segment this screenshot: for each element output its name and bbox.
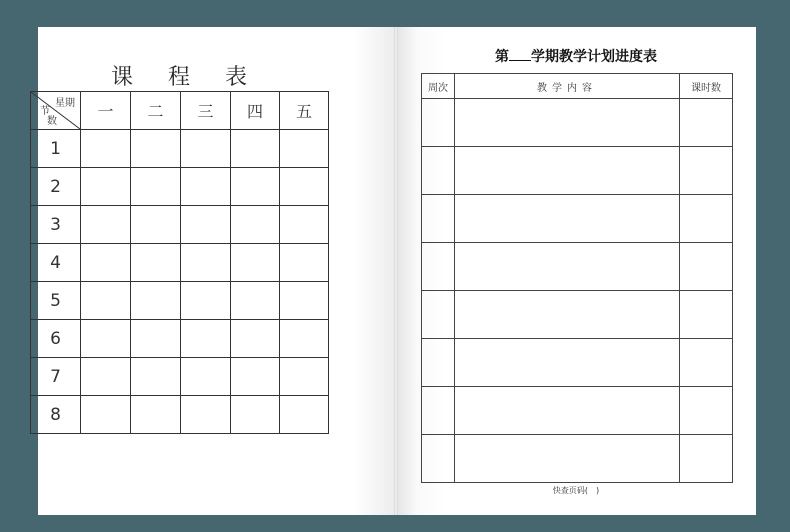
- plan-row: [422, 99, 733, 147]
- schedule-cell[interactable]: [231, 282, 280, 320]
- plan-row: [422, 147, 733, 195]
- schedule-row: [31, 396, 329, 434]
- corner-period-label: [33, 107, 57, 127]
- schedule-cell[interactable]: [181, 206, 231, 244]
- content-cell[interactable]: [455, 195, 680, 243]
- schedule-cell[interactable]: [231, 206, 280, 244]
- page-number-footer: 快查页码( ): [552, 486, 600, 495]
- schedule-cell[interactable]: [131, 396, 181, 434]
- week-cell[interactable]: [422, 195, 455, 243]
- schedule-cell[interactable]: [280, 206, 329, 244]
- hours-column-header: 课时数: [680, 74, 733, 99]
- plan-row: [422, 435, 733, 483]
- schedule-cell[interactable]: [280, 320, 329, 358]
- corner-period-label-2: 数: [47, 116, 57, 127]
- plan-title-suffix: 学期教学计划进度表: [531, 49, 657, 65]
- hours-cell[interactable]: [680, 195, 733, 243]
- schedule-header-row: [31, 92, 329, 130]
- schedule-row: [31, 206, 329, 244]
- schedule-cell[interactable]: [131, 282, 181, 320]
- schedule-row: [31, 358, 329, 396]
- week-cell[interactable]: [422, 147, 455, 195]
- period-number: 4: [31, 244, 81, 282]
- period-number: 8: [31, 396, 81, 434]
- schedule-row: [31, 244, 329, 282]
- book-spine: [394, 27, 398, 515]
- schedule-cell[interactable]: [81, 358, 131, 396]
- schedule-cell[interactable]: [131, 168, 181, 206]
- schedule-cell[interactable]: [231, 396, 280, 434]
- schedule-cell[interactable]: [131, 358, 181, 396]
- plan-row: [422, 291, 733, 339]
- content-cell[interactable]: [455, 99, 680, 147]
- week-cell[interactable]: [422, 243, 455, 291]
- content-cell[interactable]: [455, 387, 680, 435]
- schedule-cell[interactable]: [181, 168, 231, 206]
- schedule-cell[interactable]: [280, 130, 329, 168]
- plan-row: [422, 195, 733, 243]
- schedule-cell[interactable]: [81, 130, 131, 168]
- content-column-header: 教学内容: [455, 74, 680, 99]
- hours-cell[interactable]: [680, 291, 733, 339]
- schedule-cell[interactable]: [181, 244, 231, 282]
- schedule-row: [31, 320, 329, 358]
- schedule-cell[interactable]: [81, 320, 131, 358]
- schedule-row: [31, 282, 329, 320]
- schedule-row: [31, 130, 329, 168]
- class-schedule-table: [30, 91, 329, 434]
- period-number: 3: [31, 206, 81, 244]
- schedule-cell[interactable]: [181, 396, 231, 434]
- content-cell[interactable]: [455, 243, 680, 291]
- day-header: 四: [231, 92, 280, 130]
- schedule-cell[interactable]: [181, 320, 231, 358]
- plan-row: [422, 339, 733, 387]
- hours-cell[interactable]: [680, 99, 733, 147]
- schedule-cell[interactable]: [181, 358, 231, 396]
- hours-cell[interactable]: [680, 147, 733, 195]
- week-cell[interactable]: [422, 387, 455, 435]
- schedule-cell[interactable]: [81, 206, 131, 244]
- day-header: 三: [181, 92, 231, 130]
- schedule-row: [31, 168, 329, 206]
- corner-period-label-1: 节: [40, 106, 50, 117]
- week-cell[interactable]: [422, 435, 455, 483]
- schedule-cell[interactable]: [231, 320, 280, 358]
- content-cell[interactable]: [455, 435, 680, 483]
- hours-cell[interactable]: [680, 387, 733, 435]
- semester-blank-field[interactable]: [509, 48, 531, 61]
- schedule-title: 课 程 表: [111, 65, 261, 90]
- schedule-cell[interactable]: [81, 282, 131, 320]
- schedule-cell[interactable]: [131, 130, 181, 168]
- plan-title-prefix: 第: [495, 49, 509, 65]
- schedule-cell[interactable]: [231, 244, 280, 282]
- period-number: 5: [31, 282, 81, 320]
- schedule-cell[interactable]: [280, 168, 329, 206]
- plan-row: [422, 243, 733, 291]
- schedule-cell[interactable]: [81, 244, 131, 282]
- schedule-cell[interactable]: [231, 358, 280, 396]
- day-header: 一: [81, 92, 131, 130]
- hours-cell[interactable]: [680, 243, 733, 291]
- week-column-header: 周次: [422, 74, 455, 99]
- plan-title: [396, 46, 756, 66]
- schedule-cell[interactable]: [131, 320, 181, 358]
- period-number: 7: [31, 358, 81, 396]
- plan-row: [422, 387, 733, 435]
- plan-header-row: [422, 74, 733, 99]
- day-header: 二: [131, 92, 181, 130]
- period-number: 2: [31, 168, 81, 206]
- hours-cell[interactable]: [680, 435, 733, 483]
- schedule-cell[interactable]: [181, 130, 231, 168]
- schedule-cell[interactable]: [231, 168, 280, 206]
- period-number: 1: [31, 130, 81, 168]
- schedule-cell[interactable]: [131, 206, 181, 244]
- schedule-cell[interactable]: [280, 396, 329, 434]
- week-cell[interactable]: [422, 291, 455, 339]
- day-header: 五: [280, 92, 329, 130]
- schedule-cell[interactable]: [81, 168, 131, 206]
- content-cell[interactable]: [455, 291, 680, 339]
- schedule-cell[interactable]: [280, 282, 329, 320]
- schedule-cell[interactable]: [280, 358, 329, 396]
- schedule-cell[interactable]: [131, 244, 181, 282]
- content-cell[interactable]: [455, 339, 680, 387]
- hours-cell[interactable]: [680, 339, 733, 387]
- teaching-plan-table: [421, 73, 733, 483]
- period-number: 6: [31, 320, 81, 358]
- week-cell[interactable]: [422, 339, 455, 387]
- week-cell[interactable]: [422, 99, 455, 147]
- schedule-cell[interactable]: [280, 244, 329, 282]
- schedule-cell[interactable]: [181, 282, 231, 320]
- schedule-cell[interactable]: [231, 130, 280, 168]
- schedule-cell[interactable]: [81, 396, 131, 434]
- content-cell[interactable]: [455, 147, 680, 195]
- schedule-corner-cell: [31, 92, 81, 130]
- corner-weekday-label: 星期: [55, 98, 75, 109]
